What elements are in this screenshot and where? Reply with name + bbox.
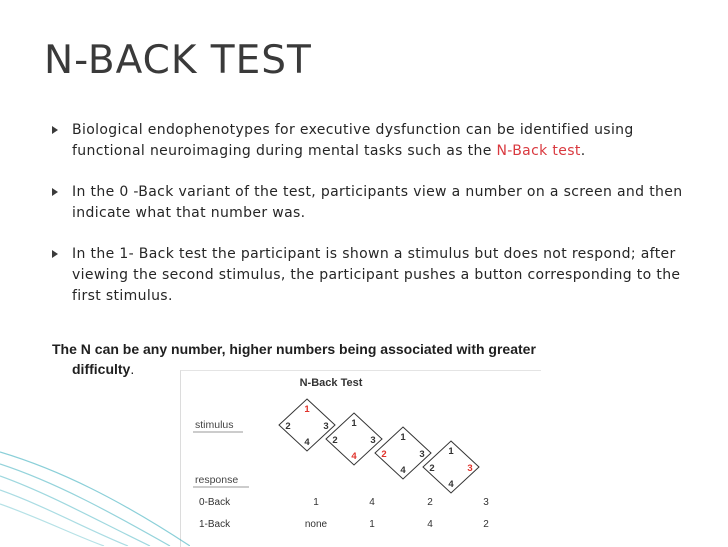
response-value: 2: [427, 497, 433, 508]
response-value: 1: [369, 519, 375, 530]
bullet-text: In the 0 -Back variant of the test, participants view a number on a screen and then indicate what that number was.: [72, 184, 683, 221]
response-rows: [199, 497, 489, 530]
diamond-number: 3: [370, 435, 376, 446]
bullet-arrow-icon: [52, 188, 58, 196]
diamond-number: 1: [351, 418, 357, 429]
closing-line-1: The N can be any number, higher numbers being associated with greater: [52, 341, 536, 357]
bullet-arrow-icon: [52, 250, 58, 258]
response-value: 3: [483, 497, 489, 508]
bullet-text-end: .: [580, 143, 586, 159]
bullet-arrow-icon: [52, 126, 58, 134]
bullet-item: [52, 244, 692, 307]
n-back-diagram: [181, 371, 541, 547]
bullet-item: [52, 182, 692, 224]
diamond-number: 2: [381, 449, 387, 460]
decorative-wave-lines: [0, 440, 190, 546]
diamond-number: 4: [351, 451, 357, 462]
response-value: 1: [313, 497, 319, 508]
response-value: 4: [369, 497, 375, 508]
diamond-number: 3: [419, 449, 425, 460]
closing-line-2: difficulty: [72, 361, 131, 377]
diamond-number: 1: [448, 446, 454, 457]
response-value: none: [304, 519, 328, 530]
bullet-text: Biological endophenotypes for executive dysfunction can be identified using functional neuroimaging during mental tasks such as the: [72, 122, 634, 159]
diamond-number: 4: [304, 437, 310, 448]
n-back-test-highlight: N-Back test: [496, 143, 581, 159]
response-label: response: [195, 474, 239, 486]
page-title: N-BACK TEST: [44, 38, 312, 83]
response-value: 4: [427, 519, 433, 530]
diamond-number: 4: [400, 465, 406, 476]
diamond-number: 2: [332, 435, 338, 446]
response-value: 2: [483, 519, 489, 530]
response-row-label: 0-Back: [199, 497, 231, 508]
diamond-number: 3: [323, 421, 329, 432]
response-row-label: 1-Back: [199, 519, 231, 530]
figure-title: N-Back Test: [299, 377, 363, 389]
bullet-list: [52, 120, 692, 307]
diamond-number: 2: [285, 421, 291, 432]
n-back-figure: [180, 370, 541, 547]
diamond-number: 2: [429, 463, 435, 474]
diamond-number: 1: [400, 432, 406, 443]
diamond-number: 1: [304, 404, 310, 415]
closing-period: .: [130, 361, 135, 377]
stimulus-diamonds: [279, 399, 479, 493]
diamond-number: 3: [467, 463, 473, 474]
diamond-number: 4: [448, 479, 454, 490]
bullet-item: [52, 120, 692, 162]
stimulus-label: stimulus: [195, 419, 234, 431]
bullet-text: In the 1- Back test the participant is shown a stimulus but does not respond; after viewing the second stimulus, the participant pushes a button corresponding to the first stimulus.: [72, 246, 681, 304]
